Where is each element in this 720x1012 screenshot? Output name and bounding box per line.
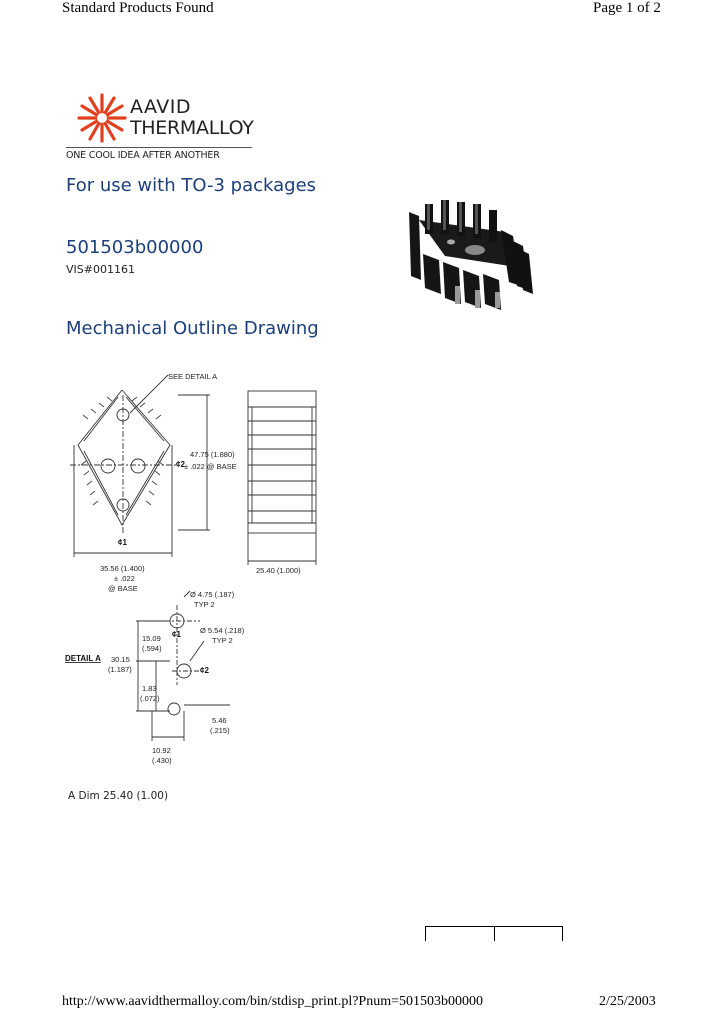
centerline-1-label: ¢1 — [118, 538, 127, 547]
page-number: Page 1 of 2 — [593, 0, 661, 16]
dim-30-15: 30.15 — [111, 655, 130, 664]
see-detail-label: SEE DETAIL A — [168, 372, 218, 381]
dim-10-92-in: (.430) — [152, 756, 172, 765]
empty-table-frame — [425, 926, 563, 941]
width-dimension: 35.56 (1.400) — [100, 564, 145, 573]
package-heading: For use with TO-3 packages — [66, 175, 317, 196]
height-dimension: 47.75 (1.880) — [190, 450, 235, 459]
detail-centerline-2: ¢2 — [200, 666, 209, 675]
height-tolerance: ± .022 @ BASE — [184, 462, 237, 471]
dim-5-46-in: (.215) — [210, 726, 230, 735]
sunburst-logo-icon — [77, 92, 127, 144]
company-logo — [66, 90, 266, 162]
hole1-dimension: Ø 4.75 (.187) — [190, 590, 235, 599]
dim-30-15-in: (1.187) — [108, 665, 132, 674]
table-divider — [494, 927, 495, 941]
part-number: 501503b00000 — [66, 237, 204, 258]
hole2-typ: TYP 2 — [212, 636, 233, 645]
dim-5-46: 5.46 — [212, 716, 227, 725]
footer-date: 2/25/2003 — [599, 994, 656, 1009]
logo-divider — [66, 147, 252, 148]
logo-text-aavid: AAVID — [130, 96, 192, 118]
drawing-heading: Mechanical Outline Drawing — [66, 318, 319, 339]
logo-text-thermalloy: THERMALLOY — [130, 117, 254, 139]
page-header-title: Standard Products Found — [62, 0, 214, 16]
dim-1-83-in: (.072) — [140, 694, 160, 703]
centerline-2-label: ¢2 — [176, 460, 185, 469]
hole1-typ: TYP 2 — [194, 600, 215, 609]
detail-a-label: DETAIL A — [65, 654, 101, 663]
dim-10-92: 10.92 — [152, 746, 171, 755]
dim-15-09-in: (.594) — [142, 644, 162, 653]
logo-tagline: ONE COOL IDEA AFTER ANOTHER — [66, 150, 220, 161]
footer-url[interactable]: http://www.aavidthermalloy.com/bin/stdisp_print.pl?Pnum=501503b00000 — [62, 994, 483, 1009]
width-tolerance: ± .022 — [114, 574, 135, 583]
vis-number: VIS#001161 — [66, 263, 135, 276]
mechanical-drawing — [60, 365, 340, 785]
width-base-note: @ BASE — [108, 584, 138, 593]
hole2-dimension: Ø 5.54 (.218) — [200, 626, 245, 635]
detail-centerline-1: ¢1 — [172, 630, 181, 639]
dim-1-83: 1.83 — [142, 684, 157, 693]
heatsink-photo — [405, 190, 535, 315]
a-dimension: A Dim 25.40 (1.00) — [68, 790, 169, 802]
side-dimension: 25.40 (1.000) — [256, 566, 301, 575]
dim-15-09: 15.09 — [142, 634, 161, 643]
